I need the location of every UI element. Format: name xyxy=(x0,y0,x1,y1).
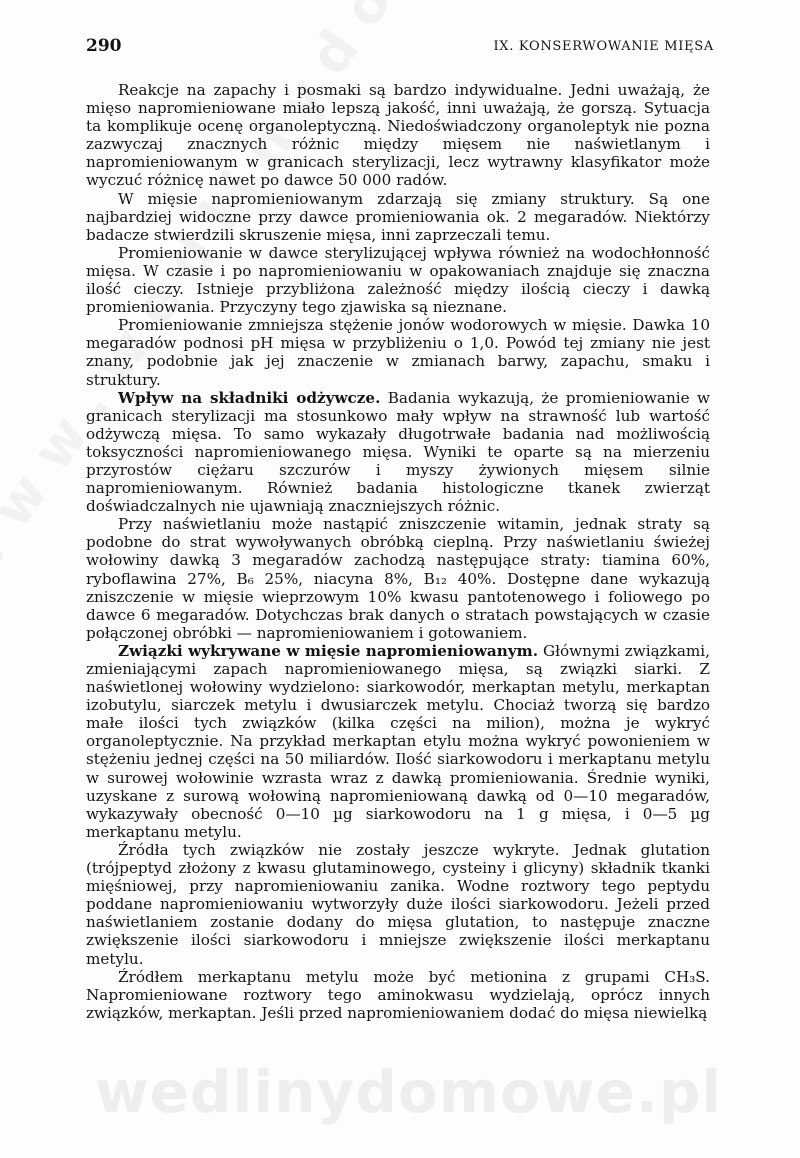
paragraph xyxy=(86,642,710,841)
paragraph xyxy=(86,316,710,388)
paragraph xyxy=(86,244,710,316)
paragraph xyxy=(86,81,710,190)
page-header xyxy=(86,36,714,60)
section-heading: Związki wykrywane w mięsie napromieniowanym. xyxy=(118,641,538,660)
paragraph-text: W mięsie napromieniowanym zdarzają się zmiany struktury. Są one najbardziej widoczne przy dawce promieniowania ok. 2 megaradów. Niektórzy badacze stwierdzili skruszenie mięsa, inni zaprzeczali temu. xyxy=(86,189,710,244)
paragraph-text: Przy naświetlaniu może nastąpić zniszczenie witamin, jednak straty są podobne do strat wywoływanych obróbką cieplną. Przy naświetlaniu świeżej wołowiny dawką 3 megaradów zachodzą następujące straty: tiamina 60%, ryboflawina 27%, B₆ 25%, niacyna 8%, B₁₂ 40%. Dostępne dane wykazują zniszczenie w mięsie wieprzowym 10% kwasu pantotenowego i foliowego po dawce 6 megaradów. Dotychczas brak danych o stratach powstających w czasie połączonej obróbki — napromieniowaniem i gotowaniem. xyxy=(86,515,710,642)
paragraph-text: Reakcje na zapachy i posmaki są bardzo indywidualne. Jedni uważają, że mięso napromieniowane miało lepszą jakość, inni uważają, że gorszą. Sytuacja ta komplikuje ocenę organoleptyczną. Niedoświadczony organoleptyk nie pozna zazwyczaj znacznych różnic między mięsem nie naświetlanym i napromieniowanym w granicach sterylizacji, lecz wytrawny klasyfikator może wyczuć różnicę nawet po dawce 50 000 radów. xyxy=(86,81,710,190)
paragraph-text: Głównymi związkami, zmieniającymi zapach napromieniowanego mięsa, są związki siarki. Z naświetlonej wołowiny wydzielono: siarkowodór, merkaptan metylu, merkaptan izobutylu, siarczek metylu i dwusiarczek metylu. Chociaż tworzą się bardzo małe ilości tych związków (kilka części na milion), można je wykryć organoleptycznie. Na przykład merkaptan etylu można wykryć powonieniem w stężeniu jednej części na 50 miliardów. Ilość siarkowodoru i merkaptanu metylu w surowej wołowinie wzrasta wraz z dawką promieniowania. Średnie wyniki, uzyskane z surową wołowiną napromieniowaną dawką od 0—10 megaradów, wykazywały obecność 0—10 µg siarkowodoru na 1 g mięsa, i 0—5 µg merkaptanu metylu. xyxy=(86,641,710,841)
page-number: 290 xyxy=(86,36,122,56)
body-text xyxy=(86,81,710,1022)
paragraph-text: Promieniowanie w dawce sterylizującej wpływa również na wodochłonność mięsa. W czasie i po napromieniowaniu w opakowaniach znajduje się znaczna ilość cieczy. Istnieje przybliżona zależność między ilością cieczy i dawką promieniowania. Przyczyny tego zjawiska są nieznane. xyxy=(86,243,710,317)
paragraph-text: Źródłem merkaptanu metylu może być metionina z grupami CH₃S. Napromieniowane roztwory tego aminokwasu wydzielają, oprócz innych związków, merkaptan. Jeśli przed napromieniowaniem dodać do mięsa niewielką xyxy=(86,967,710,1022)
bottom-watermark: wedlinydomowe.pl xyxy=(95,1058,723,1126)
paragraph xyxy=(86,515,710,642)
paragraph xyxy=(86,190,710,244)
paragraph xyxy=(86,841,710,968)
section-heading: Wpływ na składniki odżywcze. xyxy=(118,388,381,407)
paragraph-text: Badania wykazują, że promieniowanie w granicach sterylizacji ma stosunkowo mały wpływ na strawność lub wartość odżywczą mięsa. To samo wykazały długotrwałe badania nad możliwością toksyczności napromieniowanego mięsa. Wyniki te oparte są na mierzeniu przyrostów ciężaru szczurów i myszy żywionych mięsem silnie napromieniowanym. Również badania histologiczne tkanek zwierząt doświadczalnych nie ujawniają znaczniejszych różnic. xyxy=(86,388,710,516)
paragraph-text: Źródła tych związków nie zostały jeszcze wykryte. Jednak glutation (trójpeptyd złożony z kwasu glutaminowego, cysteiny i glicyny) składnik tkanki mięśniowej, przy napromieniowaniu zanika. Wodne roztwory tego peptydu poddane napromieniowaniu wytworzyły duże ilości siarkowodoru. Jeżeli przed naświetlaniem zostanie dodany do mięsa glutation, to następuje znaczne zwiększenie ilości siarkowodoru i mniejsze zwiększenie ilości merkaptanu metylu. xyxy=(86,840,710,968)
paragraph-text: Promieniowanie zmniejsza stężenie jonów wodorowych w mięsie. Dawka 10 megaradów podnosi pH mięsa w przybliżeniu o 1,0. Powód tej zmiany nie jest znany, podobnie jak jej znaczenie w zmianach barwy, zapachu, smaku i struktury. xyxy=(86,316,710,389)
paragraph xyxy=(86,389,710,516)
running-head: IX. KONSERWOWANIE MIĘSA xyxy=(493,39,714,54)
paragraph xyxy=(86,968,710,1022)
